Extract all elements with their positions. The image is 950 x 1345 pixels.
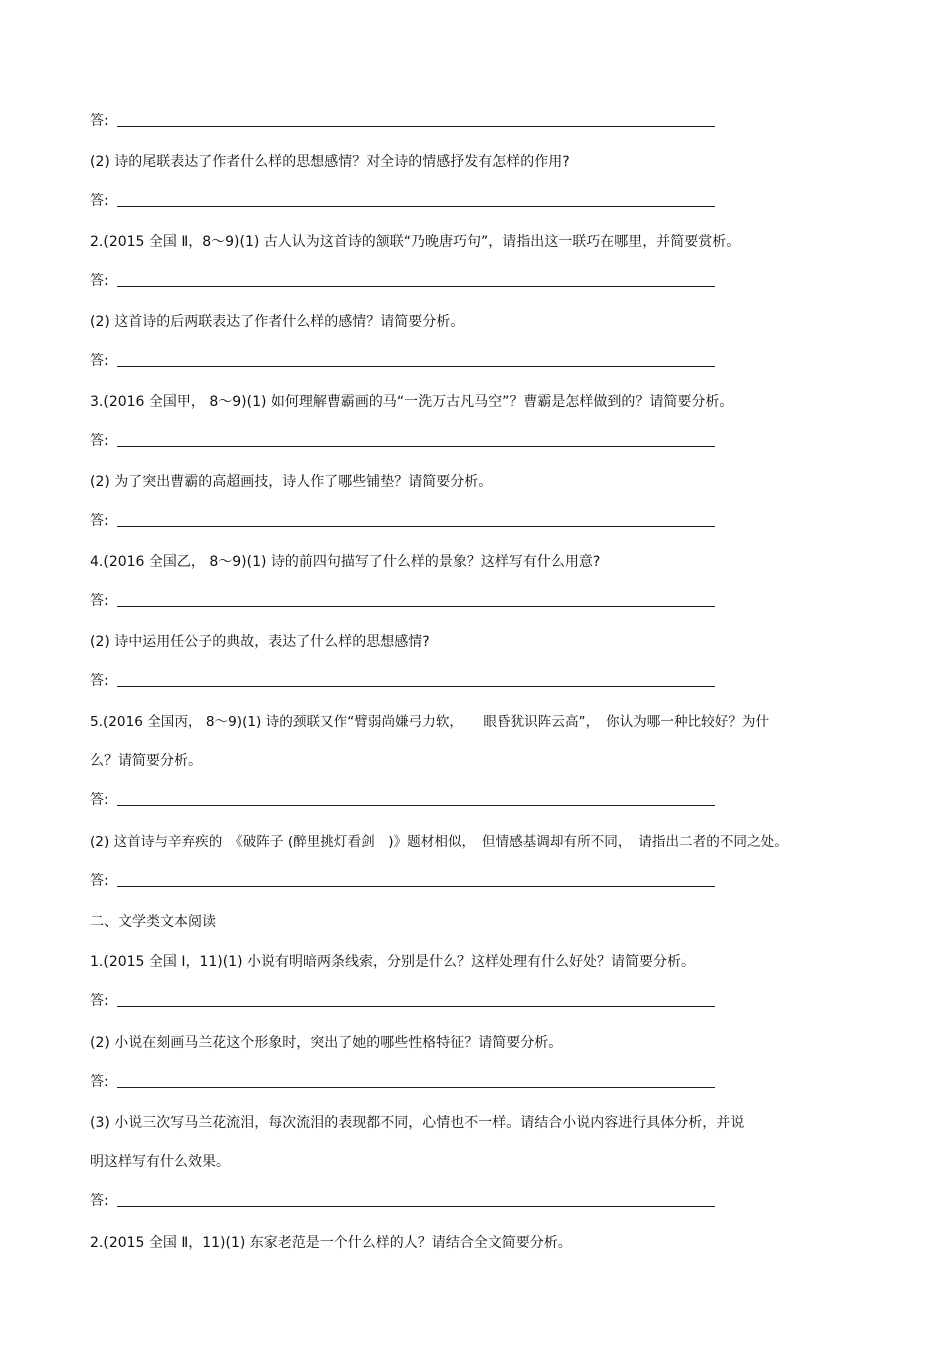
answer-line xyxy=(90,671,715,691)
answer-label: 答: xyxy=(90,353,109,369)
answer-label: 答: xyxy=(90,993,109,1009)
answer-line xyxy=(90,591,715,611)
question-text: (2) 为了突出曹霸的高超画技，诗人作了哪些铺垫？请简要分析。 xyxy=(90,474,493,490)
answer-blank[interactable] xyxy=(117,1006,715,1007)
answer-label: 答: xyxy=(90,792,109,808)
answer-label: 答: xyxy=(90,1074,109,1090)
answer-blank[interactable] xyxy=(117,526,715,527)
question-text: (2) 诗的尾联表达了作者什么样的思想感情？对全诗的情感抒发有怎样的作用? xyxy=(90,154,570,170)
answer-line xyxy=(90,991,715,1011)
answer-blank[interactable] xyxy=(117,606,715,607)
answer-blank[interactable] xyxy=(117,1087,715,1088)
answer-line xyxy=(90,1072,715,1092)
answer-line xyxy=(90,351,715,371)
question-text: 么？请简要分析。 xyxy=(90,753,202,769)
answer-label: 答: xyxy=(90,1193,109,1209)
answer-blank[interactable] xyxy=(117,286,715,287)
answer-blank[interactable] xyxy=(117,446,715,447)
question-text: (2) 小说在刻画马兰花这个形象时，突出了她的哪些性格特征？请简要分析。 xyxy=(90,1035,563,1051)
question-text: 2.(2015 全国 Ⅱ，11)(1) 东家老范是一个什么样的人？请结合全文简要分析。 xyxy=(90,1235,572,1251)
question-text: (3) 小说三次写马兰花流泪，每次流泪的表现都不同，心情也不一样。请结合小说内容进行具体分析，并说 xyxy=(90,1115,745,1131)
answer-label: 答: xyxy=(90,593,109,609)
section-heading: 二、文学类文本阅读 xyxy=(90,914,216,930)
answer-label: 答: xyxy=(90,193,109,209)
answer-blank[interactable] xyxy=(117,206,715,207)
answer-blank[interactable] xyxy=(117,886,715,887)
question-text: 4.(2016 全国乙， 8～9)(1) 诗的前四句描写了什么样的景象？这样写有什么用意? xyxy=(90,554,601,570)
question-text: (2) 诗中运用任公子的典故，表达了什么样的思想感情? xyxy=(90,634,430,650)
answer-label: 答: xyxy=(90,513,109,529)
answer-label: 答: xyxy=(90,113,109,129)
answer-blank[interactable] xyxy=(117,805,715,806)
answer-label: 答: xyxy=(90,673,109,689)
answer-label: 答: xyxy=(90,873,109,889)
question-text: 1.(2015 全国 Ⅰ，11)(1) 小说有明暗两条线索，分别是什么？这样处理有什么好处？请简要分析。 xyxy=(90,954,696,970)
question-text: (2) 这首诗与辛弃疾的 《破阵子 (醉里挑灯看剑 )》题材相似， 但情感基调却有所不同， 请指出二者的不同之处。 xyxy=(90,834,788,850)
answer-blank[interactable] xyxy=(117,126,715,127)
answer-line xyxy=(90,790,715,810)
answer-line xyxy=(90,271,715,291)
question-text: (2) 这首诗的后两联表达了作者什么样的感情？请简要分析。 xyxy=(90,314,465,330)
answer-line xyxy=(90,511,715,531)
answer-line xyxy=(90,871,715,891)
answer-blank[interactable] xyxy=(117,686,715,687)
question-text: 5.(2016 全国丙， 8～9)(1) 诗的颈联又作“臂弱尚嫌弓力软， 眼昏犹识阵云高”， 你认为哪一种比较好？为什 xyxy=(90,714,770,730)
answer-blank[interactable] xyxy=(117,1206,715,1207)
question-text: 明这样写有什么效果。 xyxy=(90,1154,230,1170)
answer-line xyxy=(90,1191,715,1211)
question-text: 2.(2015 全国 Ⅱ，8～9)(1) 古人认为这首诗的颔联“乃晚唐巧句”，请指出这一联巧在哪里，并简要赏析。 xyxy=(90,234,741,250)
answer-line xyxy=(90,191,715,211)
answer-label: 答: xyxy=(90,433,109,449)
answer-line xyxy=(90,111,715,131)
answer-line xyxy=(90,431,715,451)
question-text: 3.(2016 全国甲， 8～9)(1) 如何理解曹霸画的马“一洗万古凡马空”？曹霸是怎样做到的？请简要分析。 xyxy=(90,394,734,410)
answer-blank[interactable] xyxy=(117,366,715,367)
answer-label: 答: xyxy=(90,273,109,289)
